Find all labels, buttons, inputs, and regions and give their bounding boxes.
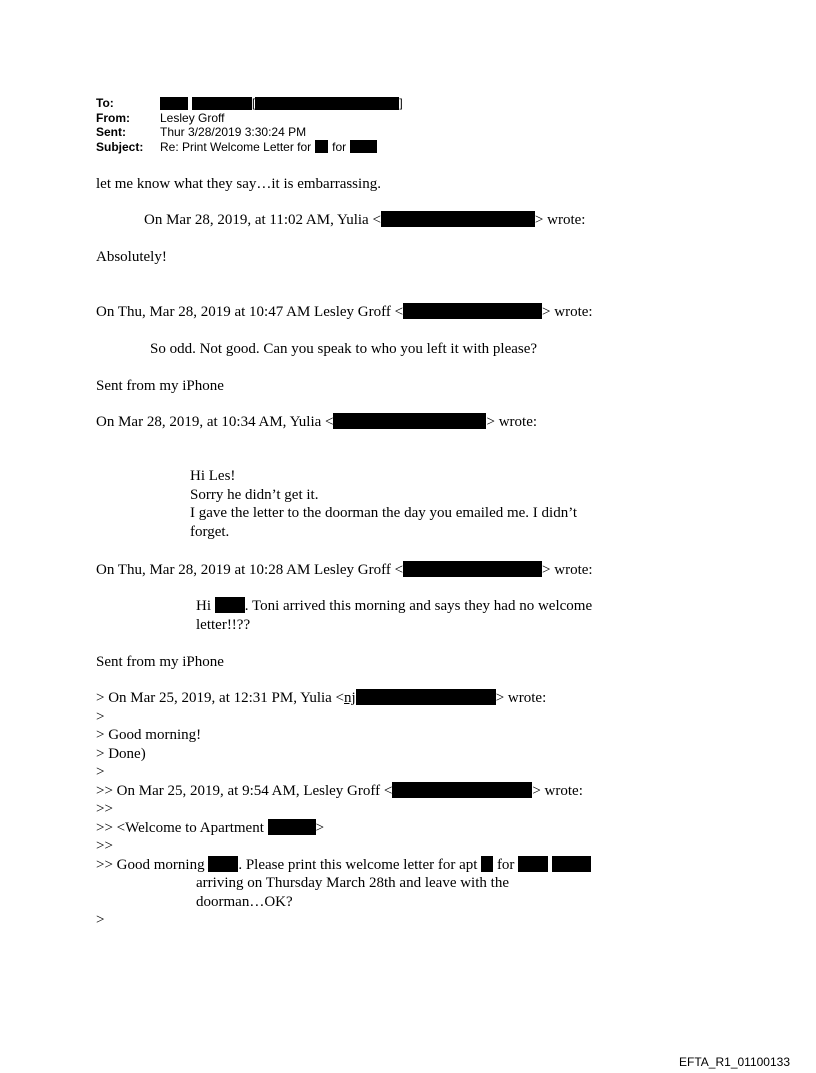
redaction: [208, 856, 238, 872]
quote-header-wrote: > wrote:: [534, 212, 586, 228]
sent-row: [96, 125, 403, 140]
body-line: I gave the letter to the doorman the day you emailed me. I didn’t: [190, 505, 578, 521]
body-line: forget.: [190, 523, 230, 540]
quote-header: [96, 303, 593, 321]
sent-label: Sent:: [96, 125, 126, 139]
quote-header-text: On Thu, Mar 28, 2019 at 10:47 AM Lesley Groff <: [96, 304, 404, 320]
redaction: [403, 303, 542, 319]
quote-header-wrote: > wrote:: [486, 414, 538, 430]
from-row: [96, 111, 403, 126]
body-line: [96, 856, 591, 875]
subject-label: Subject:: [96, 139, 144, 154]
body-line: arriving on Thursday March 28th and leave with the: [196, 875, 509, 891]
body-text: . Please print this welcome letter for apt: [238, 856, 478, 873]
body-text: >: [315, 819, 325, 836]
quote-header-text: On Mar 28, 2019, at 10:34 AM, Yulia <: [96, 414, 334, 430]
quote-header: [96, 561, 593, 579]
forwarded-thread: [96, 689, 591, 930]
body-text: >> <Welcome to Apartment: [96, 819, 264, 836]
body-line: > Good morning!: [96, 727, 202, 743]
from-value: Lesley Groff: [160, 110, 225, 125]
body-line: >>: [96, 801, 113, 817]
redaction: [192, 97, 252, 110]
quoted-message: [196, 597, 592, 634]
redaction: [518, 856, 548, 872]
to-bracket-close: ]: [399, 96, 403, 110]
body-line: >: [96, 912, 105, 928]
to-label: To:: [96, 96, 114, 110]
body-line: > Done): [96, 745, 146, 762]
subject-value: Re: Print Welcome Letter for: [160, 139, 312, 154]
body-text: for: [496, 856, 515, 873]
body-text: . Toni arrived this morning and says they had no welcome: [244, 598, 593, 614]
body-line: [96, 689, 591, 708]
redaction: [160, 97, 188, 110]
body-line: let me know what they say…it is embarrassing.: [96, 176, 381, 192]
signature: Sent from my iPhone: [96, 654, 224, 670]
body-line: So odd. Not good. Can you speak to who you left it with please?: [150, 341, 538, 357]
redaction: [356, 689, 496, 705]
quote-header-text: On Thu, Mar 28, 2019 at 10:28 AM Lesley Groff <: [96, 562, 404, 578]
redaction: [392, 782, 532, 798]
redaction: [268, 819, 316, 835]
quoted-message: [190, 467, 577, 541]
redaction: [215, 597, 245, 613]
redaction: [381, 211, 535, 227]
quote-header-wrote: > wrote:: [542, 304, 593, 320]
body-line: >>: [96, 838, 113, 854]
subject-row: [96, 140, 403, 155]
to-bracket-open: [: [252, 96, 256, 110]
redaction: [350, 140, 377, 153]
body-line: [196, 597, 592, 616]
redaction: [552, 856, 591, 872]
quote-header-text: On Mar 28, 2019, at 11:02 AM, Yulia <: [144, 212, 381, 228]
body-line: Absolutely!: [96, 249, 167, 265]
quote-header: [96, 413, 537, 431]
body-text: >> On Mar 25, 2019, at 9:54 AM, Lesley Groff <: [96, 782, 393, 799]
quote-header: [144, 211, 585, 229]
sent-value: Thur 3/28/2019 3:30:24 PM: [160, 125, 307, 139]
body-line: >: [96, 708, 105, 725]
body-text: > wrote:: [495, 690, 547, 706]
redaction: [255, 97, 399, 110]
body-text: >> Good morning: [96, 856, 205, 873]
body-line: >: [96, 764, 105, 780]
redaction: [333, 413, 486, 429]
from-label: From:: [96, 110, 130, 125]
redaction: [481, 856, 493, 872]
to-row: [96, 96, 403, 111]
signature: Sent from my iPhone: [96, 378, 224, 394]
redaction: [403, 561, 542, 577]
redaction: [315, 140, 328, 153]
body-line: doorman…OK?: [196, 893, 293, 910]
body-line: [96, 782, 591, 801]
body-line: Hi Les!: [190, 468, 236, 484]
body-text: > On Mar 25, 2019, at 12:31 PM, Yulia <: [96, 690, 345, 706]
email-header: [96, 96, 403, 154]
body-text: Hi: [196, 598, 211, 614]
subject-value-mid: for: [332, 139, 347, 154]
quote-header-wrote: > wrote:: [542, 562, 593, 578]
document-id: EFTA_R1_01100133: [679, 1055, 790, 1069]
body-text: > wrote:: [532, 782, 583, 799]
body-line: Sorry he didn’t get it.: [190, 486, 319, 503]
body-line: letter!!??: [196, 616, 251, 633]
body-line: [96, 819, 591, 838]
body-text: nj: [344, 690, 356, 706]
